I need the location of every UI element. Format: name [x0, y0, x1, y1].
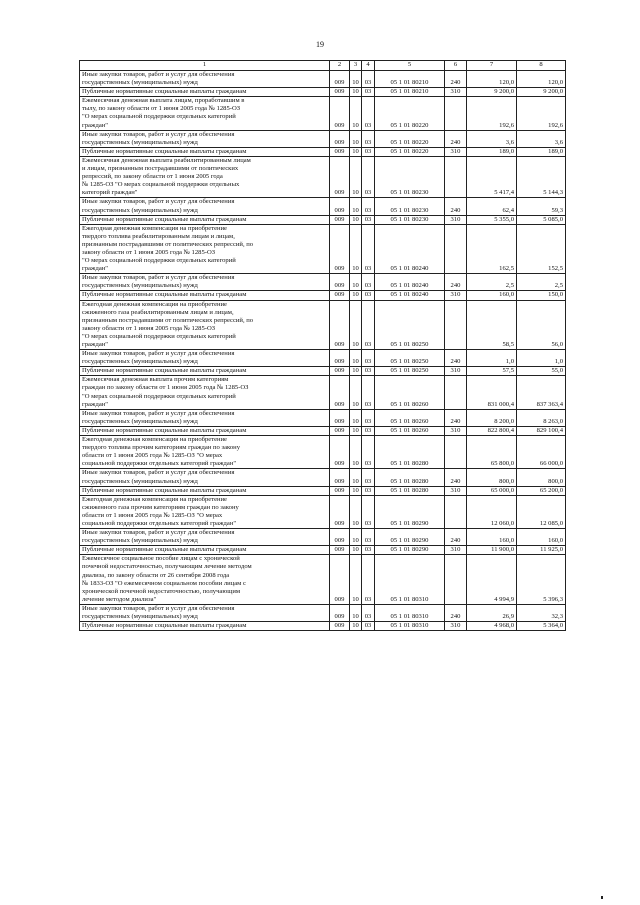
table-row — [80, 156, 566, 197]
article-code-cell: 05 1 01 80250 — [375, 300, 445, 350]
scan-mark — [601, 896, 603, 899]
admin-code-cell: 009 — [330, 224, 350, 274]
header-cell: 7 — [467, 61, 517, 71]
header-cell: 6 — [445, 61, 467, 71]
row-name-cell: Иные закупки товаров, работ и услуг для обеспечения государственных (муниципальных) нужд — [80, 130, 330, 147]
section-cell: 10 — [350, 97, 362, 130]
table-row — [80, 376, 566, 409]
amount-year2-cell: 55,0 — [517, 367, 566, 376]
amount-year1-cell: 192,6 — [467, 97, 517, 130]
section-cell: 10 — [350, 469, 362, 486]
row-name-cell: Иные закупки товаров, работ и услуг для обеспечения государственных (муниципальных) нужд — [80, 274, 330, 291]
table-row — [80, 350, 566, 367]
section-cell: 10 — [350, 555, 362, 605]
amount-year2-cell: 5 364,0 — [517, 622, 566, 631]
expense-type-cell: 240 — [445, 274, 467, 291]
subsection-cell: 03 — [362, 147, 375, 156]
expense-type-cell: 310 — [445, 215, 467, 224]
admin-code-cell: 009 — [330, 495, 350, 528]
row-name-cell: Иные закупки товаров, работ и услуг для обеспечения государственных (муниципальных) нужд — [80, 529, 330, 546]
amount-year1-cell: 11 900,0 — [467, 546, 517, 555]
expense-type-cell — [445, 376, 467, 409]
article-code-cell: 05 1 01 80250 — [375, 367, 445, 376]
amount-year1-cell: 831 000,4 — [467, 376, 517, 409]
article-code-cell: 05 1 01 80310 — [375, 555, 445, 605]
section-cell: 10 — [350, 486, 362, 495]
section-cell: 10 — [350, 436, 362, 469]
table-row — [80, 495, 566, 528]
subsection-cell: 03 — [362, 469, 375, 486]
section-cell: 10 — [350, 224, 362, 274]
amount-year1-cell: 62,4 — [467, 198, 517, 215]
amount-year2-cell: 9 200,0 — [517, 88, 566, 97]
amount-year1-cell: 160,0 — [467, 529, 517, 546]
subsection-cell: 03 — [362, 546, 375, 555]
amount-year1-cell: 26,9 — [467, 604, 517, 621]
section-cell: 10 — [350, 350, 362, 367]
subsection-cell: 03 — [362, 71, 375, 88]
header-cell: 4 — [362, 61, 375, 71]
amount-year2-cell: 8 263,0 — [517, 409, 566, 426]
subsection-cell: 03 — [362, 622, 375, 631]
table-row — [80, 486, 566, 495]
row-name-cell: Ежегодная денежная компенсация на приобретение сжиженного газа реабилитированным лицам и лицам, признанным пострадавшими от политических репрессий, по закону области от 1 июня 2005 года № 1285-ОЗ "О мерах социальной поддержки отдельных категорий граждан" — [80, 300, 330, 350]
amount-year1-cell: 58,5 — [467, 300, 517, 350]
amount-year2-cell: 59,3 — [517, 198, 566, 215]
admin-code-cell: 009 — [330, 436, 350, 469]
article-code-cell: 05 1 01 80260 — [375, 426, 445, 435]
amount-year2-cell: 5 144,3 — [517, 156, 566, 197]
amount-year2-cell: 2,5 — [517, 274, 566, 291]
expense-type-cell: 310 — [445, 622, 467, 631]
header-cell: 3 — [350, 61, 362, 71]
amount-year2-cell: 829 100,4 — [517, 426, 566, 435]
row-name-cell: Публичные нормативные социальные выплаты гражданам — [80, 367, 330, 376]
article-code-cell: 05 1 01 80220 — [375, 130, 445, 147]
amount-year2-cell: 837 363,4 — [517, 376, 566, 409]
admin-code-cell: 009 — [330, 350, 350, 367]
section-cell: 10 — [350, 156, 362, 197]
subsection-cell: 03 — [362, 426, 375, 435]
table-row — [80, 546, 566, 555]
subsection-cell: 03 — [362, 409, 375, 426]
subsection-cell: 03 — [362, 156, 375, 197]
section-cell: 10 — [350, 300, 362, 350]
table-row — [80, 130, 566, 147]
article-code-cell: 05 1 01 80210 — [375, 88, 445, 97]
row-name-cell: Иные закупки товаров, работ и услуг для обеспечения государственных (муниципальных) нужд — [80, 469, 330, 486]
expense-type-cell: 240 — [445, 409, 467, 426]
amount-year2-cell: 5 085,0 — [517, 215, 566, 224]
admin-code-cell: 009 — [330, 376, 350, 409]
expense-type-cell — [445, 300, 467, 350]
subsection-cell: 03 — [362, 495, 375, 528]
row-name-cell: Ежемесячная денежная выплата лицам, проработавшим в тылу, по закону области от 1 июня 2005 года № 1285-ОЗ "О мерах социальной поддержки отдельных категорий граждан" — [80, 97, 330, 130]
header-cell: 5 — [375, 61, 445, 71]
amount-year2-cell: 56,0 — [517, 300, 566, 350]
expense-type-cell: 310 — [445, 291, 467, 300]
amount-year1-cell: 822 800,4 — [467, 426, 517, 435]
amount-year1-cell: 120,0 — [467, 71, 517, 88]
article-code-cell: 05 1 01 80260 — [375, 409, 445, 426]
subsection-cell: 03 — [362, 97, 375, 130]
article-code-cell: 05 1 01 80220 — [375, 97, 445, 130]
row-name-cell: Ежемесячное социальное пособие лицам с хронической почечной недостаточностью, получающим лечение методом диализа, по закону области от 26 сентября 2008 года № 1833-ОЗ "О ежемесячном социальном пособии лицам с хронической почечной недостаточностью, получающим лечение методом диализа" — [80, 555, 330, 605]
table-row — [80, 88, 566, 97]
row-name-cell: Публичные нормативные социальные выплаты гражданам — [80, 291, 330, 300]
header-row — [80, 61, 566, 71]
table-row — [80, 409, 566, 426]
section-cell: 10 — [350, 71, 362, 88]
expense-type-cell — [445, 97, 467, 130]
row-name-cell: Ежегодная денежная компенсация на приобретение твердого топлива реабилитированным лицам и лицам, признанным пострадавшими от политических репрессий, по закону области от 1 июня 2005 года № 1285-ОЗ "О мерах социальной поддержки отдельных категорий граждан" — [80, 224, 330, 274]
row-name-cell: Публичные нормативные социальные выплаты гражданам — [80, 147, 330, 156]
amount-year2-cell: 1,0 — [517, 350, 566, 367]
expense-type-cell — [445, 555, 467, 605]
amount-year1-cell: 5 355,0 — [467, 215, 517, 224]
article-code-cell: 05 1 01 80310 — [375, 622, 445, 631]
section-cell: 10 — [350, 529, 362, 546]
admin-code-cell: 009 — [330, 147, 350, 156]
amount-year1-cell: 160,0 — [467, 291, 517, 300]
admin-code-cell: 009 — [330, 409, 350, 426]
row-name-cell: Публичные нормативные социальные выплаты гражданам — [80, 88, 330, 97]
expense-type-cell: 310 — [445, 367, 467, 376]
header-cell: 8 — [517, 61, 566, 71]
expense-type-cell: 240 — [445, 604, 467, 621]
subsection-cell: 03 — [362, 486, 375, 495]
article-code-cell: 05 1 01 80260 — [375, 376, 445, 409]
article-code-cell: 05 1 01 80230 — [375, 198, 445, 215]
amount-year1-cell: 4 994,9 — [467, 555, 517, 605]
expense-type-cell: 240 — [445, 130, 467, 147]
section-cell: 10 — [350, 147, 362, 156]
article-code-cell: 05 1 01 80240 — [375, 274, 445, 291]
table-row — [80, 426, 566, 435]
expense-type-cell: 310 — [445, 88, 467, 97]
section-cell: 10 — [350, 367, 362, 376]
article-code-cell: 05 1 01 80220 — [375, 147, 445, 156]
admin-code-cell: 009 — [330, 546, 350, 555]
article-code-cell: 05 1 01 80290 — [375, 546, 445, 555]
table-row — [80, 147, 566, 156]
row-name-cell: Иные закупки товаров, работ и услуг для обеспечения государственных (муниципальных) нужд — [80, 604, 330, 621]
subsection-cell: 03 — [362, 555, 375, 605]
admin-code-cell: 009 — [330, 71, 350, 88]
amount-year2-cell: 66 000,0 — [517, 436, 566, 469]
table-row — [80, 71, 566, 88]
table-row — [80, 555, 566, 605]
article-code-cell: 05 1 01 80210 — [375, 71, 445, 88]
table-row — [80, 224, 566, 274]
amount-year1-cell: 4 968,0 — [467, 622, 517, 631]
admin-code-cell: 009 — [330, 469, 350, 486]
amount-year1-cell: 2,5 — [467, 274, 517, 291]
amount-year2-cell: 189,0 — [517, 147, 566, 156]
row-name-cell: Ежемесячная денежная выплата реабилитированным лицам и лицам, признанным пострадавшими от политических репрессий, по закону области от 1 июня 2005 года № 1285-ОЗ "О мерах социальной поддержки отдельных категорий граждан" — [80, 156, 330, 197]
table-row — [80, 215, 566, 224]
table-row — [80, 198, 566, 215]
article-code-cell: 05 1 01 80240 — [375, 224, 445, 274]
amount-year2-cell: 800,0 — [517, 469, 566, 486]
table-body — [80, 71, 566, 631]
budget-table — [79, 60, 566, 631]
section-cell: 10 — [350, 215, 362, 224]
amount-year2-cell: 152,5 — [517, 224, 566, 274]
admin-code-cell: 009 — [330, 300, 350, 350]
subsection-cell: 03 — [362, 367, 375, 376]
section-cell: 10 — [350, 426, 362, 435]
admin-code-cell: 009 — [330, 604, 350, 621]
admin-code-cell: 009 — [330, 486, 350, 495]
row-name-cell: Иные закупки товаров, работ и услуг для обеспечения государственных (муниципальных) нужд — [80, 71, 330, 88]
subsection-cell: 03 — [362, 130, 375, 147]
table-row — [80, 529, 566, 546]
expense-type-cell: 240 — [445, 529, 467, 546]
amount-year2-cell: 5 396,3 — [517, 555, 566, 605]
admin-code-cell: 009 — [330, 198, 350, 215]
subsection-cell: 03 — [362, 274, 375, 291]
admin-code-cell: 009 — [330, 426, 350, 435]
admin-code-cell: 009 — [330, 130, 350, 147]
admin-code-cell: 009 — [330, 622, 350, 631]
admin-code-cell: 009 — [330, 97, 350, 130]
row-name-cell: Публичные нормативные социальные выплаты гражданам — [80, 426, 330, 435]
expense-type-cell — [445, 436, 467, 469]
section-cell: 10 — [350, 88, 362, 97]
table-row — [80, 436, 566, 469]
table-row — [80, 469, 566, 486]
subsection-cell: 03 — [362, 604, 375, 621]
subsection-cell: 03 — [362, 529, 375, 546]
amount-year1-cell: 1,0 — [467, 350, 517, 367]
amount-year1-cell: 12 060,0 — [467, 495, 517, 528]
admin-code-cell: 009 — [330, 215, 350, 224]
expense-type-cell: 240 — [445, 469, 467, 486]
article-code-cell: 05 1 01 80230 — [375, 156, 445, 197]
subsection-cell: 03 — [362, 88, 375, 97]
table-row — [80, 291, 566, 300]
admin-code-cell: 009 — [330, 291, 350, 300]
amount-year1-cell: 189,0 — [467, 147, 517, 156]
amount-year1-cell: 8 200,0 — [467, 409, 517, 426]
expense-type-cell: 310 — [445, 546, 467, 555]
expense-type-cell: 310 — [445, 426, 467, 435]
row-name-cell: Ежемесячная денежная выплата прочим категориям граждан по закону области от 1 июня 2005 года № 1285-ОЗ "О мерах социальной поддержки отдельных категорий граждан" — [80, 376, 330, 409]
amount-year1-cell: 5 417,4 — [467, 156, 517, 197]
amount-year1-cell: 65 000,0 — [467, 486, 517, 495]
article-code-cell: 05 1 01 80250 — [375, 350, 445, 367]
expense-type-cell: 310 — [445, 147, 467, 156]
article-code-cell: 05 1 01 80280 — [375, 486, 445, 495]
table-row — [80, 300, 566, 350]
subsection-cell: 03 — [362, 215, 375, 224]
amount-year2-cell: 160,0 — [517, 529, 566, 546]
amount-year2-cell: 150,0 — [517, 291, 566, 300]
admin-code-cell: 009 — [330, 156, 350, 197]
subsection-cell: 03 — [362, 436, 375, 469]
row-name-cell: Публичные нормативные социальные выплаты гражданам — [80, 622, 330, 631]
amount-year2-cell: 11 925,0 — [517, 546, 566, 555]
table-row — [80, 97, 566, 130]
article-code-cell: 05 1 01 80230 — [375, 215, 445, 224]
section-cell: 10 — [350, 274, 362, 291]
row-name-cell: Иные закупки товаров, работ и услуг для обеспечения государственных (муниципальных) нужд — [80, 198, 330, 215]
subsection-cell: 03 — [362, 224, 375, 274]
subsection-cell: 03 — [362, 198, 375, 215]
admin-code-cell: 009 — [330, 367, 350, 376]
table-row — [80, 274, 566, 291]
section-cell: 10 — [350, 546, 362, 555]
row-name-cell: Иные закупки товаров, работ и услуг для обеспечения государственных (муниципальных) нужд — [80, 409, 330, 426]
section-cell: 10 — [350, 622, 362, 631]
row-name-cell: Иные закупки товаров, работ и услуг для обеспечения государственных (муниципальных) нужд — [80, 350, 330, 367]
section-cell: 10 — [350, 291, 362, 300]
section-cell: 10 — [350, 604, 362, 621]
row-name-cell: Публичные нормативные социальные выплаты гражданам — [80, 546, 330, 555]
admin-code-cell: 009 — [330, 274, 350, 291]
expense-type-cell — [445, 224, 467, 274]
article-code-cell: 05 1 01 80240 — [375, 291, 445, 300]
table-row — [80, 622, 566, 631]
section-cell: 10 — [350, 409, 362, 426]
amount-year1-cell: 65 800,0 — [467, 436, 517, 469]
subsection-cell: 03 — [362, 350, 375, 367]
expense-type-cell: 240 — [445, 198, 467, 215]
expense-type-cell — [445, 495, 467, 528]
amount-year1-cell: 800,0 — [467, 469, 517, 486]
header-cell: 2 — [330, 61, 350, 71]
table-row — [80, 367, 566, 376]
amount-year2-cell: 65 200,0 — [517, 486, 566, 495]
amount-year1-cell: 9 200,0 — [467, 88, 517, 97]
amount-year2-cell: 32,3 — [517, 604, 566, 621]
row-name-cell: Публичные нормативные социальные выплаты гражданам — [80, 215, 330, 224]
section-cell: 10 — [350, 198, 362, 215]
table-row — [80, 604, 566, 621]
expense-type-cell — [445, 156, 467, 197]
expense-type-cell: 240 — [445, 71, 467, 88]
article-code-cell: 05 1 01 80280 — [375, 469, 445, 486]
article-code-cell: 05 1 01 80290 — [375, 529, 445, 546]
subsection-cell: 03 — [362, 376, 375, 409]
admin-code-cell: 009 — [330, 88, 350, 97]
amount-year1-cell: 162,5 — [467, 224, 517, 274]
amount-year2-cell: 12 085,0 — [517, 495, 566, 528]
admin-code-cell: 009 — [330, 555, 350, 605]
article-code-cell: 05 1 01 80280 — [375, 436, 445, 469]
amount-year2-cell: 120,0 — [517, 71, 566, 88]
header-cell: 1 — [80, 61, 330, 71]
section-cell: 10 — [350, 495, 362, 528]
section-cell: 10 — [350, 376, 362, 409]
section-cell: 10 — [350, 130, 362, 147]
amount-year1-cell: 3,6 — [467, 130, 517, 147]
row-name-cell: Публичные нормативные социальные выплаты гражданам — [80, 486, 330, 495]
subsection-cell: 03 — [362, 291, 375, 300]
amount-year1-cell: 57,5 — [467, 367, 517, 376]
row-name-cell: Ежегодная денежная компенсация на приобретение сжиженного газа прочим категориям граждан по закону области от 1 июня 2005 года № 1285-ОЗ "О мерах социальной поддержки отдельных категорий граждан" — [80, 495, 330, 528]
expense-type-cell: 310 — [445, 486, 467, 495]
article-code-cell: 05 1 01 80290 — [375, 495, 445, 528]
article-code-cell: 05 1 01 80310 — [375, 604, 445, 621]
admin-code-cell: 009 — [330, 529, 350, 546]
page-number: 19 — [316, 40, 324, 49]
amount-year2-cell: 192,6 — [517, 97, 566, 130]
subsection-cell: 03 — [362, 300, 375, 350]
amount-year2-cell: 3,6 — [517, 130, 566, 147]
row-name-cell: Ежегодная денежная компенсация на приобретение твердого топлива прочим категориям граждан по закону области от 1 июня 2005 года № 1285-ОЗ "О мерах социальной поддержки отдельных категорий граждан" — [80, 436, 330, 469]
expense-type-cell: 240 — [445, 350, 467, 367]
